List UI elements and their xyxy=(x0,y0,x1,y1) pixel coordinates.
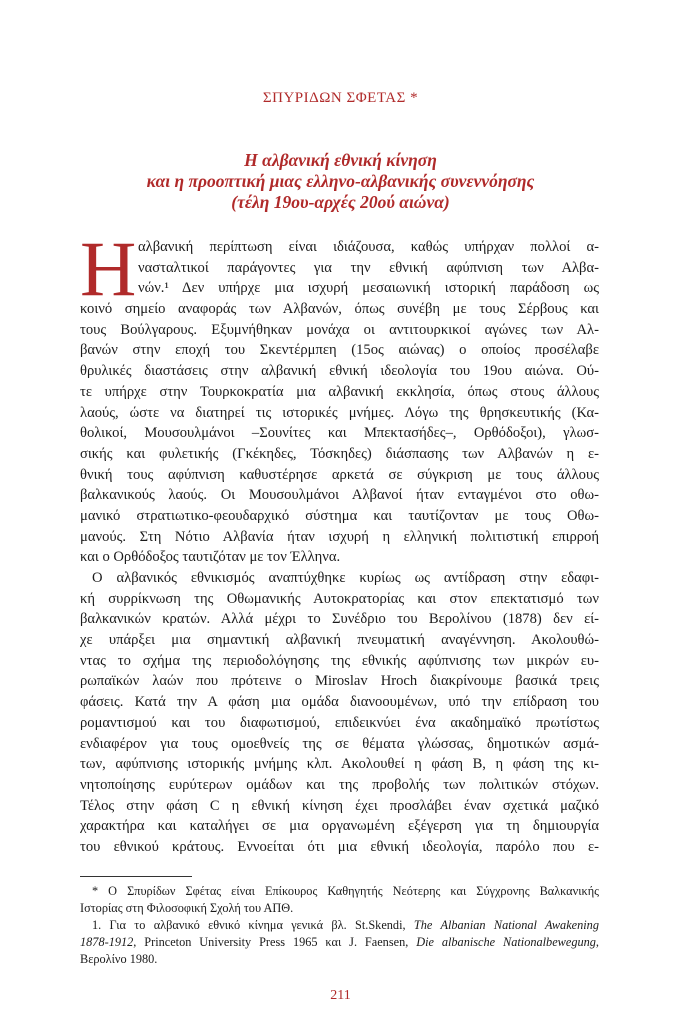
footnote-author-line: * Ο Σπυρίδων Σφέτας είναι Επίκουρος Καθηγητής Νεότερης και Σύγχρονης Βαλκανικής xyxy=(92,884,599,898)
title-line: και η προοπτική μιας ελληνο-αλβανικής συνεννόησης xyxy=(146,171,535,191)
text-line: νασταλτικοί παράγοντες για την εθνική αφύπνιση των Αλβα- xyxy=(138,259,599,276)
article-body xyxy=(80,225,599,858)
footnote-1-text: 1878-1912, Princeton University Press 1965 και J. Faensen, Die albanische Nationalbewegung, xyxy=(80,935,599,949)
text-line: τε υπήρχε στην Τουρκοκρατία μια αλβανική εκκλησία, όπως στους άλλους xyxy=(80,383,599,400)
footnote-1-book-title: The Albanian National Awakening xyxy=(413,918,599,932)
footnote-1-line xyxy=(80,917,599,934)
text-line: βαλκανικών κρατών. Αλλά μέχρι το Συνέδριο του Βερολίνου (1878) δεν εί- xyxy=(80,611,599,628)
text-line: φάσεις. Κατά την Α φάση μια ομάδα διανοουμένων, υπό την επίδραση του xyxy=(80,694,599,711)
text-line: αλβανική περίπτωση είναι ιδιάζουσα, καθώς υπήρχαν πολλοί α- xyxy=(138,239,599,255)
text-line: βανών στην εποχή του Σκεντέρμπεη (15ος αιώνας) ο οποίος προσέλαβε xyxy=(80,342,599,359)
footnote-author-line: Ιστορίας στη Φιλοσοφική Σχολή του ΑΠΘ. xyxy=(80,901,294,915)
text-line: λαούς, ώστε να διατηρεί τις ιστορικές μνήμες. Λόγω της θρησκευτικής (Κα- xyxy=(80,404,599,421)
text-line: χε υπάρξει μια σημαντική αλβανική πνευματική αναγέννηση. Ακολουθώ- xyxy=(80,632,599,649)
text-line: τους Βούλγαρους. Εξυμνήθηκαν μονάχα οι αντιτουρκικοί αγώνες των Αλ- xyxy=(80,321,599,338)
paragraph-2 xyxy=(80,568,599,858)
text-line: ρωπαϊκών λαών που πρότεινε ο Miroslav Hroch διακρίνουμε βασικά τρεις xyxy=(80,673,599,690)
footnotes xyxy=(80,883,599,968)
footnote-1-book-years: 1878-1912 xyxy=(80,935,134,949)
author-name: ΣΠΥΡΙΔΩΝ ΣΦΕΤΑΣ * xyxy=(262,90,419,106)
text-line: μανούς. Στη Νότιο Αλβανία ήταν ισχυρή η ελληνική πολιτιστική επιρροή xyxy=(80,528,599,545)
text-line: νών.¹ Δεν υπήρχε μια ισχυρή μεσαιωνική ιστορική παράδοση ως xyxy=(138,280,599,297)
text-line: θολικοί, Μουσουλμάνοι –Σουνίτες και Μπεκτασήδες–, Ορθόδοξοι), γλωσ- xyxy=(80,425,599,442)
footnote-1-text: 1. Για το αλβανικό εθνικό κίνημα γενικά βλ. St.Skendi, The Albanian National Awakening xyxy=(92,918,599,932)
footnote-1-book-title-2: Die albanische Nationalbewegung xyxy=(416,935,596,949)
text-line: νητοποίησης ευρύτερων ομάδων και της προβολής των πολιτικών στόχων. xyxy=(80,776,599,793)
text-line: μανικό στρατιωτικο-φεουδαρχικό σύστημα και ταυτίζονταν με τους Οθω- xyxy=(80,507,599,524)
text-line: ρομαντισμού και του διαφωτισμού, επιδεικνύει ένα ακαδημαϊκό πρωτίστως xyxy=(80,714,599,731)
text-line: του εθνικού κράτους. Εννοείται ότι μια εθνική ιδεολογία, παρόλο που ε- xyxy=(80,838,599,855)
text-line: ενδιαφέρον για τους ομοεθνείς της σε θέματα γλώσσας, δημοτικών ασμά- xyxy=(80,735,599,752)
title-line: Η αλβανική εθνική κίνηση xyxy=(244,150,437,170)
paragraph-1 xyxy=(80,225,599,568)
text-line: σικής και φυλετικής (Γκέκηδες, Τόσκηδες) διάσπασης των Αλβανών η ε- xyxy=(80,445,599,462)
text-line: κοινό σημείο αναφοράς των Αλβανών, όπως συνέβη με τους Σέρβους και xyxy=(80,301,599,318)
text-line: βαλκανικούς λαούς. Οι Μουσουλμάνοι Αλβανοί ήταν ενταγμένοι στο οθω- xyxy=(80,487,599,504)
text-line: θνική τους αφύπνιση καθυστέρησε αρκετά σε σύγκριση με τους άλλους xyxy=(80,466,599,483)
text-line: θρυλικές διαστάσεις στην αλβανική εθνική ιδεολογία του 19ου αιώνα. Ού- xyxy=(80,363,599,380)
text-line: των, αφύπνισης ιστορικής μνήμης κλπ. Ακολουθεί η φάση Β, η φάση της κι- xyxy=(80,756,599,773)
text-line: κή συρρίκνωση της Οθωμανικής Αυτοκρατορίας και στον επεκτατισμό των xyxy=(80,590,599,607)
drop-cap: Η xyxy=(80,225,137,312)
text-line: Τέλος στην φάση C η εθνική κίνηση έχει προσλάβει έναν σχετικά μαζικό xyxy=(80,797,599,814)
text-line: χαρακτήρα και καταλήγει σε μια οργανωμένη εξέγερση για τη δημιουργία xyxy=(80,818,599,835)
footnote-1-line xyxy=(80,934,599,951)
article-title xyxy=(60,150,621,213)
text-line: ντας το σχήμα της περιοδολόγησης της εθνικής αφύπνισης των μικρών ευ- xyxy=(80,652,599,669)
text-line: και ο Ορθόδοξος ταυτιζόταν με τον Έλληνα. xyxy=(80,549,341,566)
page-number: 211 xyxy=(330,988,351,1003)
title-line: (τέλη 19ου-αρχές 20ού αιώνα) xyxy=(231,192,450,212)
footnote-divider xyxy=(80,876,192,877)
footnote-1-line: Βερολίνο 1980. xyxy=(80,952,158,966)
text-line: Ο αλβανικός εθνικισμός αναπτύχθηκε κυρίως ως αντίδραση στην εδαφι- xyxy=(92,570,599,586)
